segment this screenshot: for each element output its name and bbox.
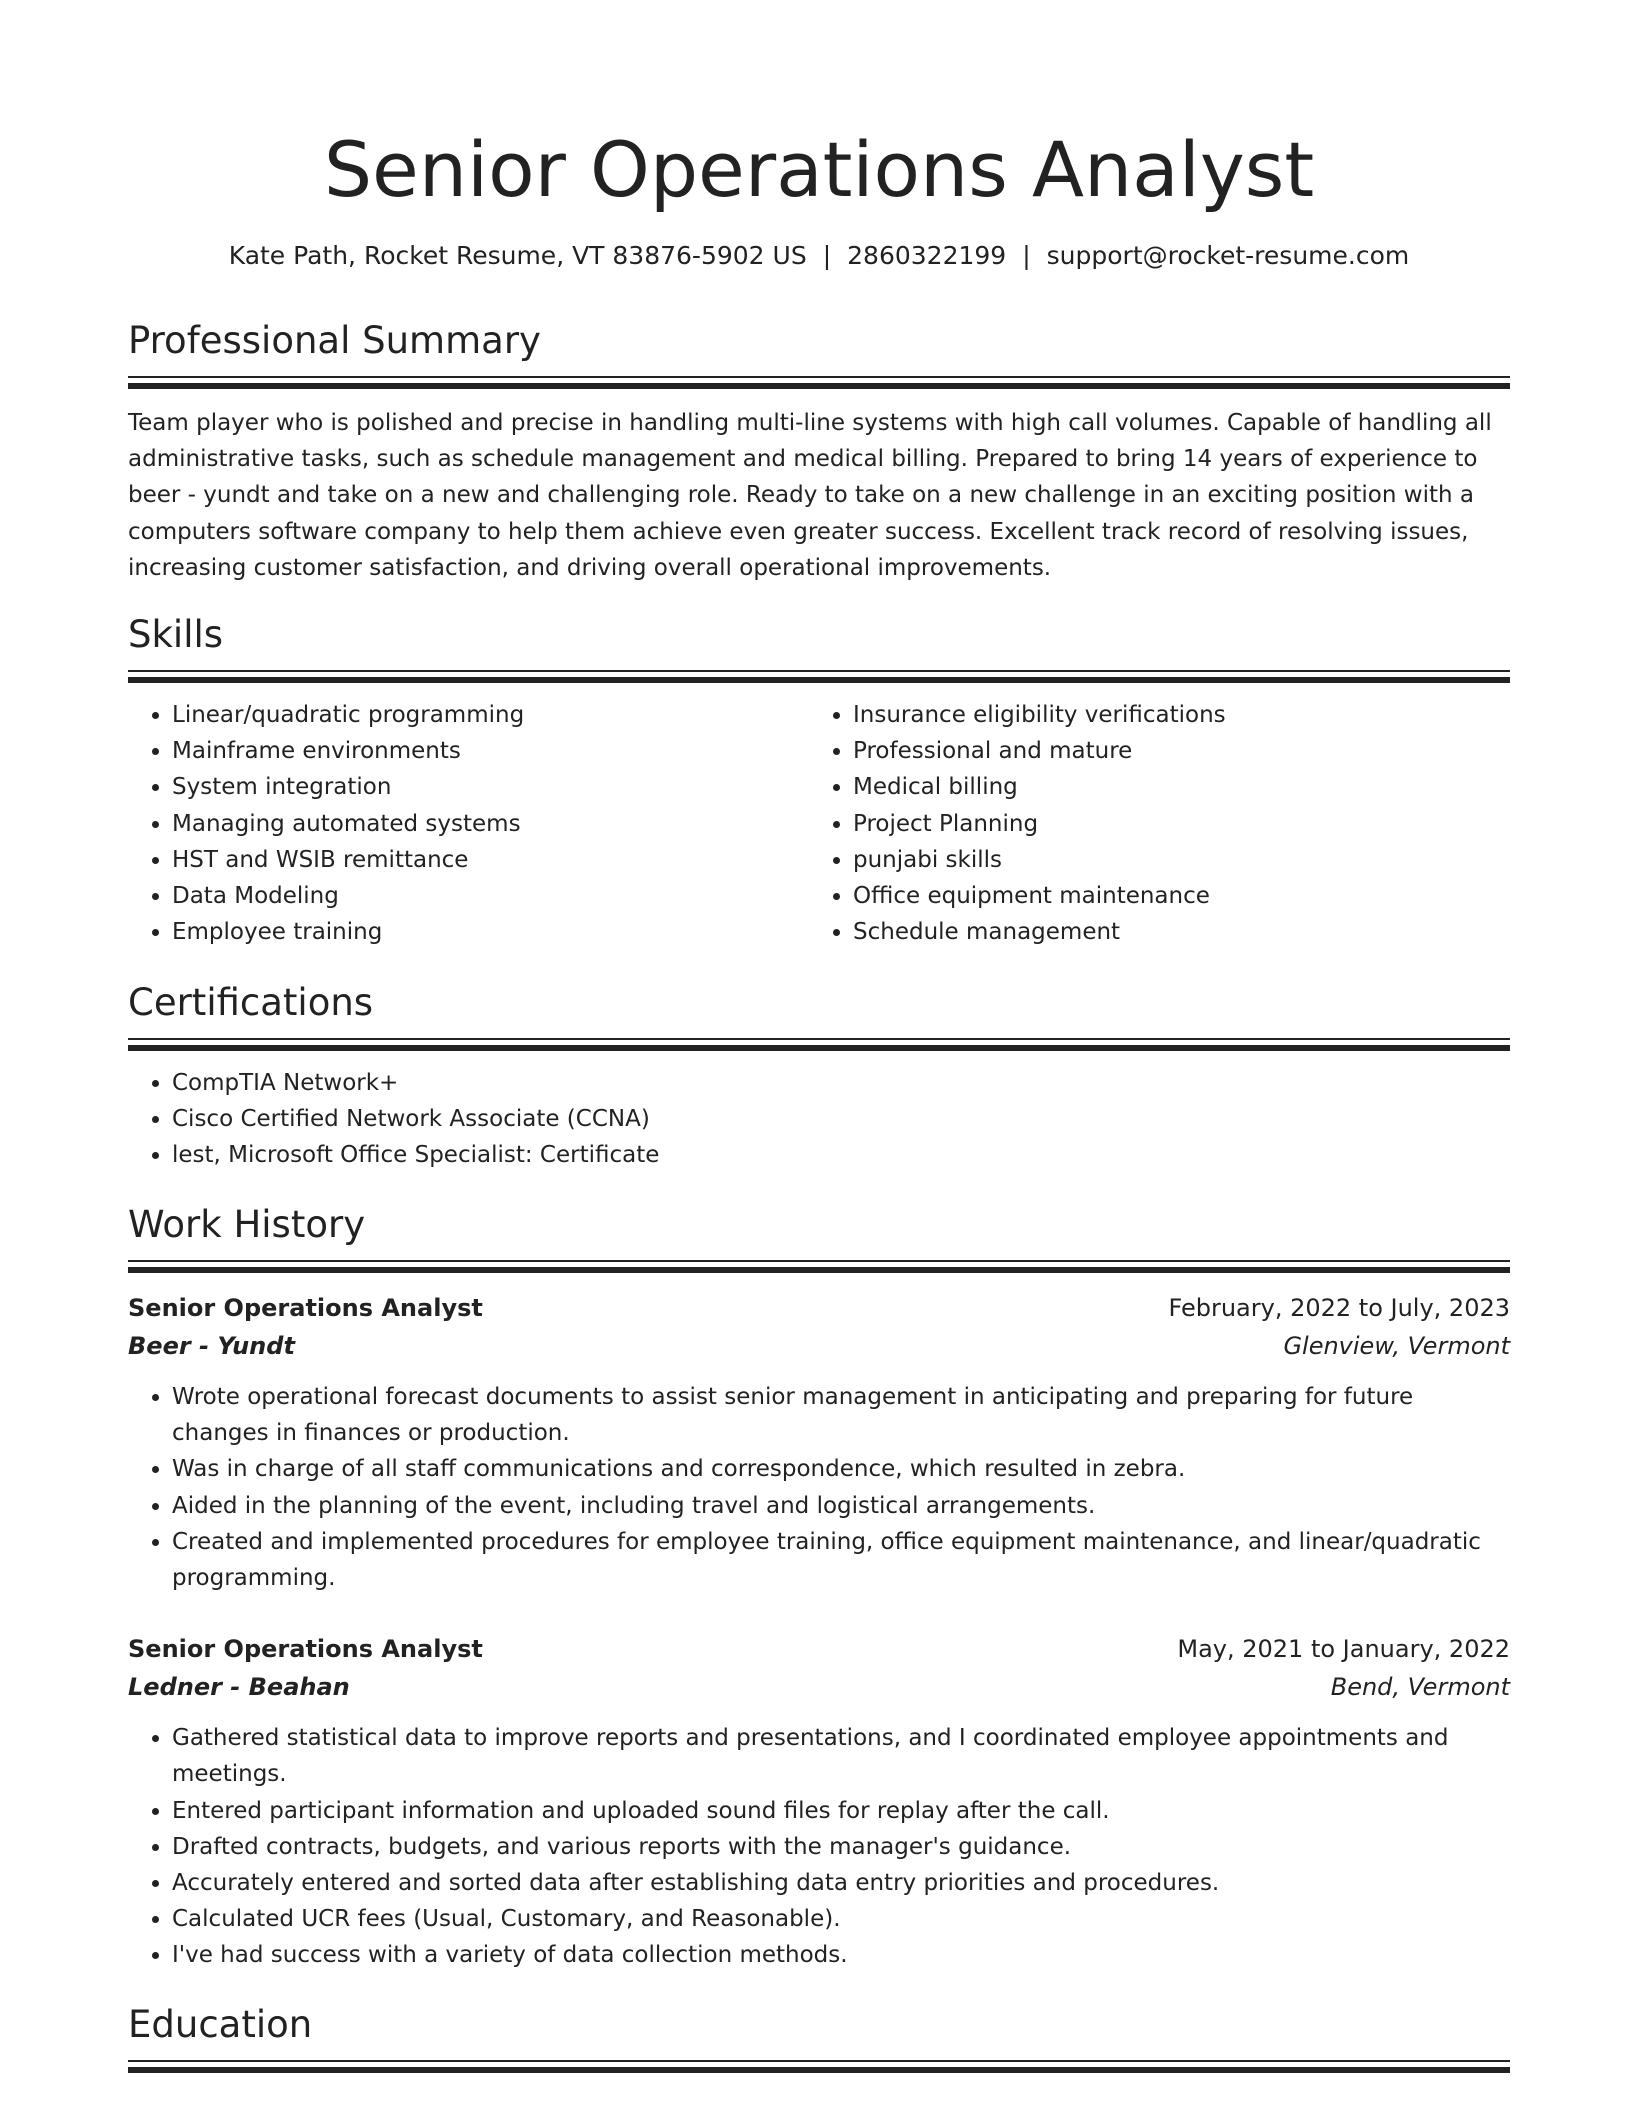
job-bullet: • I've had success with a variety of data collection methods.: [172, 1937, 1510, 1973]
certification-item: • CompTIA Network+: [172, 1065, 1510, 1101]
job-location: Glenview, Vermont: [1283, 1332, 1510, 1360]
summary-section: [128, 316, 1510, 586]
job-title: Senior Operations Analyst: [128, 1294, 483, 1322]
skill-item: • Professional and mature: [853, 733, 1490, 769]
job-bullet: • Wrote operational forecast documents to assist senior management in anticipating and preparing for future changes in finances or production.: [172, 1379, 1510, 1451]
skills-section: [128, 610, 1510, 950]
skill-item: • System integration: [172, 769, 809, 805]
contact-phone: 2860322199: [847, 241, 1007, 270]
contact-separator: |: [1022, 241, 1031, 270]
certifications-list: [128, 1065, 1510, 1174]
certifications-heading: Certifications: [128, 981, 374, 1024]
job-header-row: [128, 1630, 1510, 1668]
job-subheader-row: [128, 1668, 1510, 1706]
skill-item: • HST and WSIB remittance: [172, 842, 809, 878]
job-company: Beer - Yundt: [128, 1332, 295, 1360]
job-bullet: • Entered participant information and uploaded sound files for replay after the call.: [172, 1793, 1510, 1829]
skill-item: • Project Planning: [853, 806, 1490, 842]
job-entry: [128, 1630, 1510, 1973]
resume-title: Senior Operations Analyst: [323, 125, 1315, 214]
skills-right-column: [809, 697, 1490, 950]
skill-item: • Medical billing: [853, 769, 1490, 805]
skills-columns: [128, 697, 1510, 950]
skill-item: • Data Modeling: [172, 878, 809, 914]
job-company: Ledner - Beahan: [128, 1673, 350, 1702]
skill-item: • Insurance eligibility verifications: [853, 697, 1490, 733]
section-divider: [128, 2067, 1510, 2073]
skills-left-column: [128, 697, 809, 950]
section-divider: [128, 376, 1510, 378]
section-divider: [128, 670, 1510, 672]
section-divider: [128, 1267, 1510, 1273]
job-location: Bend, Vermont: [1330, 1673, 1510, 1702]
job-bullet: • Was in charge of all staff communications and correspondence, which resulted in zebra.: [172, 1451, 1510, 1487]
contact-address: Kate Path, Rocket Resume, VT 83876-5902 US: [228, 241, 807, 270]
certification-item: • lest, Microsoft Office Specialist: Certificate: [172, 1137, 1510, 1173]
skill-item: • Linear/quadratic programming: [172, 697, 809, 733]
skill-item: • Office equipment maintenance: [853, 878, 1490, 914]
skill-item: • Mainframe environments: [172, 733, 809, 769]
section-divider: [128, 1260, 1510, 1262]
skill-item: • Managing automated systems: [172, 806, 809, 842]
certification-item: • Cisco Certified Network Associate (CCNA): [172, 1101, 1510, 1137]
skill-item: • Employee training: [172, 914, 809, 950]
skills-heading: Skills: [128, 613, 224, 656]
work-history-heading: Work History: [128, 1203, 366, 1246]
job-bullet: • Accurately entered and sorted data after establishing data entry priorities and procedures.: [172, 1865, 1510, 1901]
section-divider: [128, 1038, 1510, 1040]
job-bullet: • Created and implemented procedures for employee training, office equipment maintenance, and linear/quadratic programming.: [172, 1524, 1510, 1596]
section-divider: [128, 677, 1510, 683]
skill-item: • punjabi skills: [853, 842, 1490, 878]
contact-separator: |: [822, 241, 832, 270]
contact-line: [128, 238, 1510, 274]
section-divider: [128, 2060, 1510, 2062]
summary-heading: Professional Summary: [128, 319, 541, 362]
job-dates: May, 2021 to January, 2022: [1177, 1635, 1510, 1664]
job-subheader-row: [128, 1327, 1510, 1365]
job-bullet: • Gathered statistical data to improve reports and presentations, and I coordinated employee appointments and meetings.: [172, 1720, 1510, 1792]
summary-text: Team player who is polished and precise in handling multi-line systems with high call volumes. Capable of handling all administrative tasks, such as schedule management and medical billing. Prepared to bring 14 years of experience to beer - yundt and take on a new and challenging role. Ready to take on a new challenge in an exciting position with a computers software company to help them achieve even greater success. Excellent track record of resolving issues, increasing customer satisfaction, and driving overall operational improvements.: [128, 410, 1492, 581]
job-bullet: • Calculated UCR fees (Usual, Customary, and Reasonable).: [172, 1901, 1510, 1937]
skill-item: • Schedule management: [853, 914, 1490, 950]
section-divider: [128, 1045, 1510, 1051]
work-history-section: [128, 1200, 1510, 1974]
contact-email: support@rocket-resume.com: [1046, 241, 1410, 270]
job-dates: February, 2022 to July, 2023: [1168, 1294, 1510, 1322]
section-divider: [128, 383, 1510, 389]
job-title: Senior Operations Analyst: [128, 1635, 483, 1664]
job-bullet: • Drafted contracts, budgets, and various reports with the manager's guidance.: [172, 1829, 1510, 1865]
job-bullet-list: [128, 1379, 1510, 1596]
skills-left-list: [128, 697, 809, 950]
job-header-row: [128, 1289, 1510, 1327]
job-bullet-list: [128, 1720, 1510, 1973]
skills-right-list: [809, 697, 1490, 950]
education-section: [128, 2000, 1510, 2073]
certifications-section: [128, 978, 1510, 1174]
job-entry: [128, 1289, 1510, 1596]
job-bullet: • Aided in the planning of the event, including travel and logistical arrangements.: [172, 1488, 1510, 1524]
education-heading: Education: [128, 2003, 313, 2046]
